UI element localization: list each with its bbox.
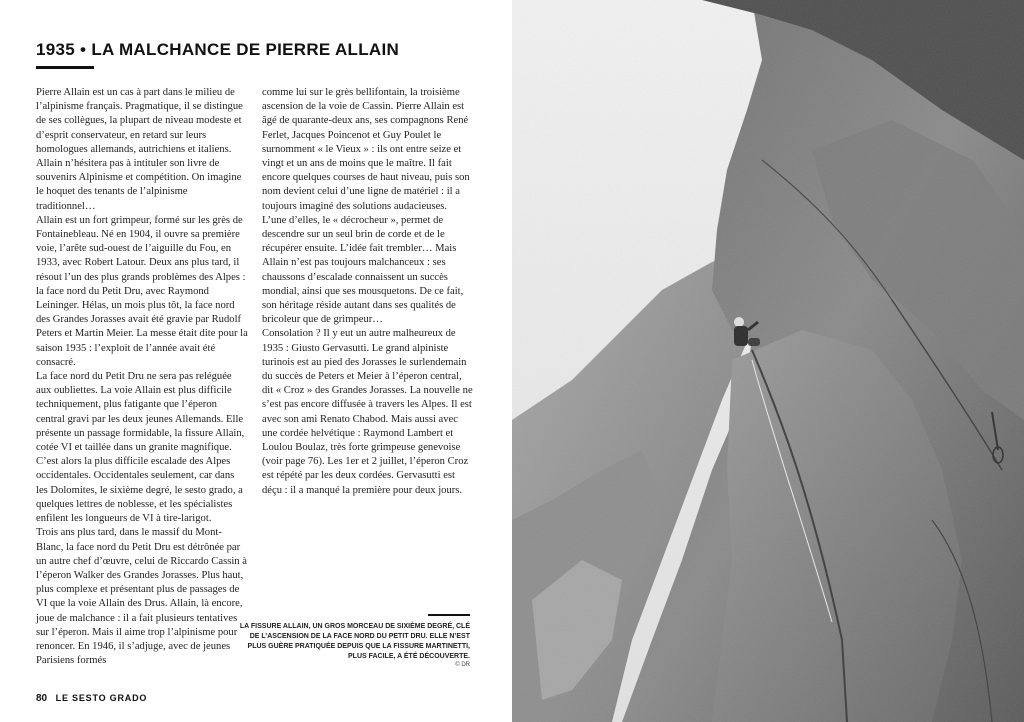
climber-on-granite-photo (512, 0, 1024, 722)
paragraph: Trois ans plus tard, dans le massif du Mont-Blanc, la face nord du Petit Dru est détrônée par un autre chef d’œuvre, celui de Riccardo Cassin à l’éperon Walker des Grandes Jorasses. Plus haut, plus complexe et présentant plus de passages de VI que la voie Allain des Drus. Allain, là encore, joue de malchance : il a fait plusieurs tentatives sur l’éperon. Mais il aime trop l’alpinisme pour renoncer. En 1946, il s’adjuge, avec de jeunes Parisiens formés (36, 527, 247, 667)
text-column-2 (262, 86, 474, 498)
photo-page (512, 0, 1024, 722)
page-number: 80 (36, 693, 48, 704)
text-column-1 (36, 86, 248, 668)
page-footer (36, 693, 147, 704)
photo-credit: © DR (455, 662, 470, 668)
paragraph: Consolation ? Il y eut un autre malheureux de 1935 : Giusto Gervasutti. Le grand alpiniste turinois est au pied des Jorasses le surlendemain du succès de Peters et Meier à l’éperon central, dit « Croz » des Grandes Jorasses. La nouvelle ne s’est pas encore diffusée à travers les Alpes. Il est avec son ami Renato Chabod. Mais aussi avec une cordée helvétique : Raymond Lambert et Loulou Boulaz, très forte grimpeuse genevoise (voir page 76). Les 1er et 2 juillet, l’éperon Croz est répété par les deux cordées. Gervasutti est déçu : il a manqué la première pour deux jours. (262, 328, 473, 496)
article-title: 1935 • LA MALCHANCE DE PIERRE ALLAIN (36, 40, 400, 59)
paragraph: Pierre Allain est un cas à part dans le milieu de l’alpinisme français. Pragmatique, il se distingue de ses collègues, la plupart de niveau modeste et d’esprit conservateur, en retard sur leurs homologues allemands, autrichiens et italiens. Allain n’hésitera pas à intituler son livre de souvenirs Alpinisme et compétition. On imagine le hoquet des tenants de l’alpinisme traditionnel… (36, 87, 243, 212)
paragraph: La face nord du Petit Dru ne sera pas reléguée aux oubliettes. La voie Allain est plus difficile techniquement, plus fatigante que l’éperon central gravi par les deux jeunes Allemands. Elle présente un passage formidable, la fissure Allain, cotée VI et taillée dans un granite magnifique. C’est alors la plus difficile escalade des Alpes occidentales. Occidentales seulement, car dans les Dolomites, le sixième degré, le sesto grado, a quelques lettres de noblesse, et les spécialistes enfilent les longueurs de VI à tire-larigot. (36, 371, 245, 525)
photo-caption: LA FISSURE ALLAIN, UN GROS MORCEAU DE SIXIÈME DEGRÉ, CLÉ DE L’ASCENSION DE LA FACE NORD DU PETIT DRU. ELLE N’EST PLUS GUÈRE PRATIQUÉE DEPUIS QUE LA FISSURE MARTINETTI, PLUS FACILE, A ÉTÉ DÉCOUVERTE. (239, 623, 470, 660)
paragraph: comme lui sur le grès bellifontain, la troisième ascension de la voie de Cassin. Pierre Allain est âgé de quarante-deux ans, ses compagnons René Ferlet, Jacques Poincenot et Guy Poulet le surnomment « le Vieux » : ils ont entre seize et vingt et un ans de moins que le maître. Il fait encore quelques courses de haut niveau, puis son nom devient celui d’une ligne de matériel : il a toujours imaginé des solutions audacieuses. L’une d’elles, le « décrocheur », permet de descendre sur un seul brin de corde et de le récupérer ensuite. L’idée fait trembler… Mais Allain n’est pas toujours malchanceux : ses chaussons d’escalade connaissent un succès mondial, ainsi que ses mousquetons. De ce fait, son héritage réside autant dans ses qualités de bricoleur que de grimpeur… (262, 87, 470, 326)
section-name: LE SESTO GRADO (55, 693, 148, 703)
title-underline (36, 66, 94, 69)
caption-rule (428, 614, 470, 616)
paragraph: Allain est un fort grimpeur, formé sur les grès de Fontainebleau. Né en 1904, il ouvre sa première voie, l’arête sud-ouest de l’aiguille du Fou, en 1933, avec Robert Latour. Deux ans plus tard, il résout l’un des plus grands problèmes des Alpes : la face nord du Petit Dru, avec Raymond Leininger. Hélas, un mois plus tôt, la face nord des Grandes Jorasses avait été gravie par Rudolf Peters et Martin Meier. La messe était dite pour la saison 1935 : l’exploit de l’année avait été consacré. (36, 214, 248, 368)
